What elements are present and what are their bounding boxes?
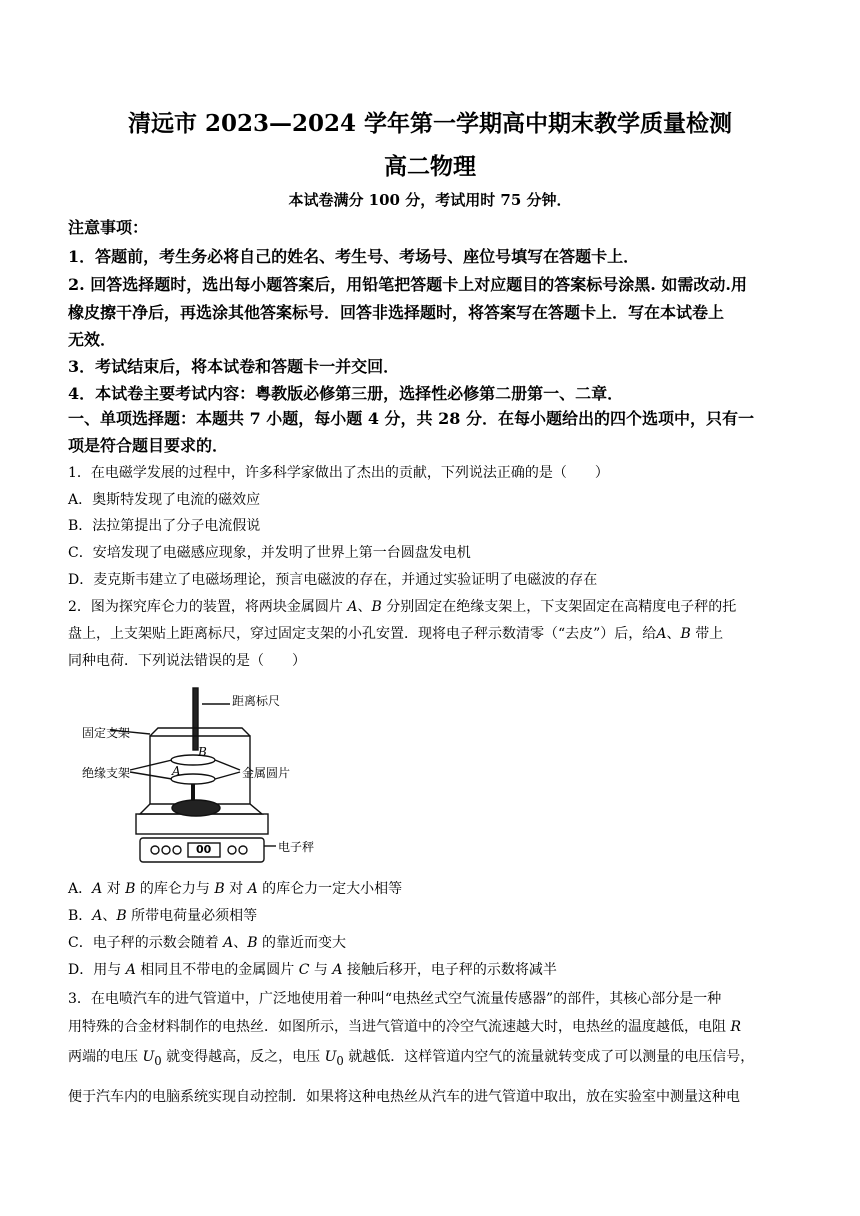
q3-stem-line2: 用特殊的合金材料制作的电热丝．如图所示，当进气管道中的冷空气流速越大时，电热丝的温度越低，电阻 R bbox=[68, 1019, 741, 1035]
q1-option-c: C．安培发现了电磁感应现象，并发明了世界上第一台圆盘发电机 bbox=[68, 545, 471, 561]
q1-option-b: B．法拉第提出了分子电流假说 bbox=[68, 518, 261, 534]
notice-item-2-line3: 无效． bbox=[68, 330, 117, 349]
subject-title: 高二物理 bbox=[384, 153, 476, 180]
label-metal-disc: 金属圆片 bbox=[242, 766, 291, 780]
q2-option-d: D．用与 A 相同且不带电的金属圆片 C 与 A 接触后移开，电子秤的示数将减半 bbox=[68, 962, 557, 978]
disc-a-letter: A bbox=[172, 764, 181, 778]
page-title: 清远市 2023—2024 学年第一学期高中期末教学质量检测 bbox=[127, 110, 733, 137]
q3-stem-line3: 两端的电压 $U_0$ 就变得越高，反之，电压 $U_0$ 就越低．这样管道内空气的流量就转变成了可以测量的电压信号， bbox=[68, 1049, 755, 1068]
q2-option-a: A．A 对 B 的库仑力与 B 对 A 的库仑力一定大小相等 bbox=[68, 881, 403, 897]
q2-stem-line2: 盘上，上支架贴上距离标尺，穿过固定支架的小孔安置．现将电子秤示数清零（“去皮”）后，给A、B 带上 bbox=[68, 626, 724, 642]
label-electronic-scale: 电子秤 bbox=[278, 840, 315, 854]
section-heading-line2: 项是符合题目要求的． bbox=[68, 436, 229, 455]
q3-stem-line4: 便于汽车内的电脑系统实现自动控制．如果将这种电热丝从汽车的进气管道中取出，放在实验室中测量这种电 bbox=[68, 1089, 740, 1105]
label-fixed-support: 固定支架 bbox=[82, 726, 131, 740]
coulomb-apparatus-figure bbox=[80, 686, 320, 864]
notice-item-2-line2: 橡皮擦干净后，再选涂其他答案标号．回答非选择题时，将答案写在答题卡上．写在本试卷上 bbox=[68, 303, 725, 322]
exam-intro: 本试卷满分 100 分，考试用时 75 分钟． bbox=[288, 191, 572, 209]
disc-b-letter: B bbox=[198, 745, 207, 759]
notice-item-1: 1．答题前，考生务必将自己的姓名、考生号、考场号、座位号填写在答题卡上． bbox=[68, 247, 640, 266]
q2-stem-line1: 2．图为探究库仑力的装置，将两块金属圆片 A、B 分别固定在绝缘支架上，下支架固定在高精度电子秤的托 bbox=[68, 599, 737, 615]
notice-item-4: 4．本试卷主要考试内容：粤教版必修第三册，选择性必修第二册第一、二章． bbox=[68, 384, 624, 403]
q2-option-c: C．电子秤的示数会随着 A、B 的靠近而变大 bbox=[68, 935, 347, 951]
label-insulating-support: 绝缘支架 bbox=[82, 766, 131, 780]
q3-stem-line1: 3．在电喷汽车的进气管道中，广泛地使用着一种叫“电热丝式空气流量传感器”的部件，其核心部分是一种 bbox=[68, 991, 722, 1007]
q1-option-a: A．奥斯特发现了电流的磁效应 bbox=[68, 492, 261, 508]
scale-display-readout: 00 bbox=[196, 843, 212, 856]
notice-item-3: 3．考试结束后，将本试卷和答题卡一并交回． bbox=[68, 357, 400, 376]
q2-option-b: B．A、B 所带电荷量必须相等 bbox=[68, 908, 258, 924]
q2-stem-line3: 同种电荷．下列说法错误的是（ ） bbox=[68, 653, 306, 669]
notice-heading: 注意事项： bbox=[68, 218, 149, 237]
q1-option-d: D．麦克斯韦建立了电磁场理论，预言电磁波的存在，并通过实验证明了电磁波的存在 bbox=[68, 572, 598, 588]
q1-stem: 1．在电磁学发展的过程中，许多科学家做出了杰出的贡献，下列说法正确的是（ ） bbox=[68, 465, 609, 481]
label-distance-ruler: 距离标尺 bbox=[232, 694, 281, 708]
notice-item-2-line1: 2. 回答选择题时，选出每小题答案后，用铅笔把答题卡上对应题目的答案标号涂黑. 如需改动.用 bbox=[68, 275, 747, 294]
section-heading-line1: 一、单项选择题：本题共 7 小题，每小题 4 分，共 28 分．在每小题给出的四个选项中，只有一 bbox=[68, 409, 754, 428]
